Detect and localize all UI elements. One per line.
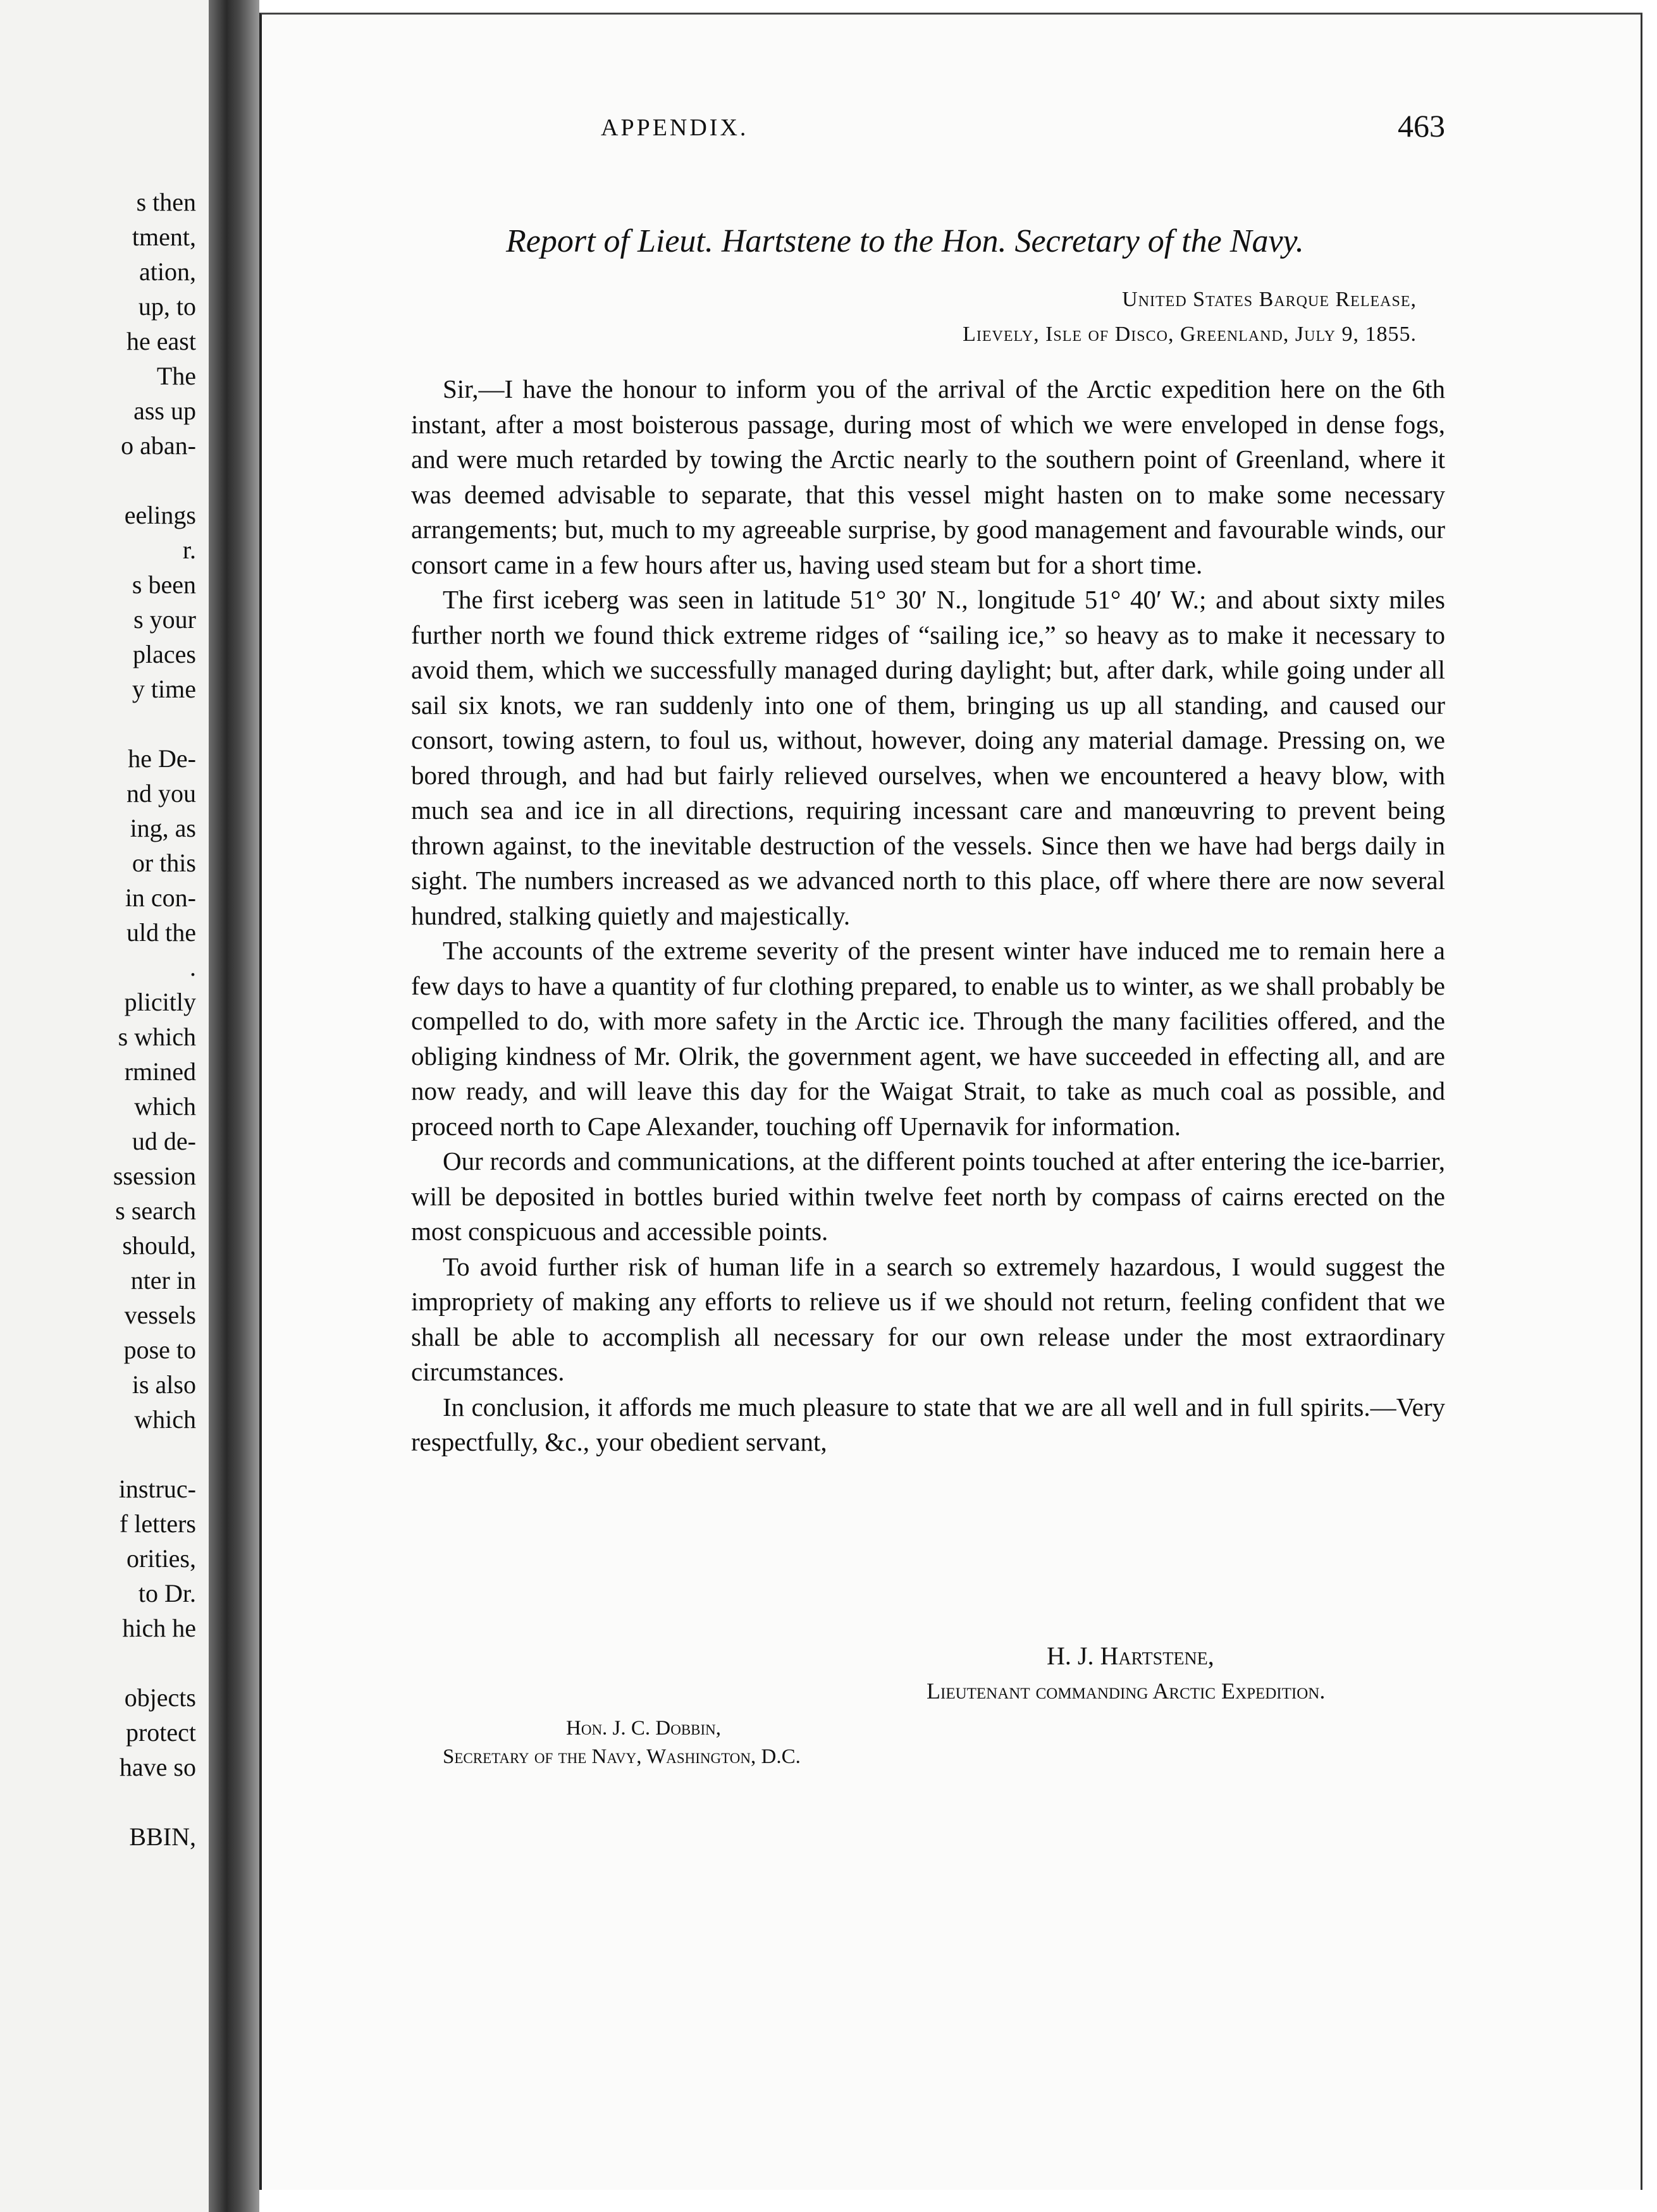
dateline-place-date: Lievely, Isle of Disco, Greenland, July 9, 1855. [963,323,1417,346]
left-page-fragment: to Dr. [138,1579,196,1607]
left-page-fragment: f letters [119,1509,196,1538]
left-page-fragment: rmined [124,1057,196,1086]
dateline-vessel: United States Barque Release, [1122,288,1417,311]
paragraph: Our records and communications, at the different points touched at after entering the ice-barrier, will be deposited in bottles buried within twelve feet north by compass of cairns erected on the most conspicuous and accessible points. [411,1146,1445,1246]
left-page-fragment: BBIN, [129,1822,196,1851]
left-page-fragment: orities, [126,1544,196,1573]
left-page-fragment: which [134,1092,196,1121]
left-page-fragment: which [134,1405,196,1434]
paragraph: Sir,—I have the honour to inform you of the arrival of the Arctic expedition here on the 6th instant, after a most boisterous passage, during most of which we were enveloped in dense fogs, and were much retarded by towing the Arctic nearly to the southern point of Greenland, where it was deemed advisable to separate, that this vessel might hasten on to make some necessary arrangements; but, much to my agreeable surprise, by good management and favourable winds, our consort came in a few hours after us, having used steam but for a short time. [411,374,1445,579]
left-page-fragment: nd you [126,779,196,808]
left-page-fragment: s which [118,1023,196,1051]
signature-name: H. J. Hartstene, [1047,1642,1214,1670]
addressee-name: Hon. J. C. Dobbin, [566,1717,722,1740]
left-page-fragment: tment, [132,223,196,251]
left-page-fragment: uld the [126,918,196,947]
left-page-fragment: ing, as [130,814,196,842]
left-page-fragment: y time [132,675,196,703]
addressee-title: Secretary of the Navy, Washington, D.C. [443,1745,801,1768]
left-page-fragment: vessels [124,1301,196,1329]
left-page-fragment: he east [126,327,196,355]
running-head: APPENDIX. [601,114,749,141]
paragraph: The accounts of the extreme severity of the present winter have induced me to remain here a few days to have a quantity of fur clothing prepared, to enable us to winter, as we shall probably be compelled to do, with more safety in the Arctic ice. Through the many facilities offered, and the obliging kindness of Mr. Olrik, the government agent, we have succeeded in effecting all, and are now ready, and will leave this day for the Waigat Strait, to take as much coal as possible, and proceed north to Cape Alexander, touching off Upernavik for information. [411,936,1445,1141]
left-page-fragment: have so [119,1753,196,1781]
left-page-fragment: nter in [130,1266,196,1294]
left-page-fragment: should, [122,1231,196,1260]
paragraph: In conclusion, it affords me much pleasure to state that we are all well and in full spirits.—Very respectfully, &c., your obedient servant, [411,1392,1445,1456]
left-page-fragment: plicitly [124,988,196,1016]
left-page-fragment: ass up [133,396,196,425]
letter-body [411,372,1445,1460]
left-page-fragment: s then [136,188,196,216]
left-page-fragment: s search [115,1196,196,1225]
book-gutter [209,0,259,2212]
paragraph: The first iceberg was seen in latitude 51° 30′ N., longitude 51° 40′ W.; and about sixty miles further north we found thick extreme ridges of “sailing ice,” so heavy as to make it necessary to avoid them, which we successfully managed during daylight; but, after dark, while going under all sail six knots, we ran suddenly into one of them, bringing us up all standing, and caused our consort, towing astern, to foul us, without, however, doing any material damage. Pressing on, we bored through, and had but fairly relieved ourselves, when we encountered a heavy blow, with much sea and ice in all directions, requiring incessant care and manœuvring to prevent being thrown against, to the inevitable destruction of the vessels. Since then we have had bergs daily in sight. The numbers increased as we advanced north to this place, off where there are now several hundred, stalking quietly and majestically. [411,585,1445,930]
left-page-fragment: in con- [125,883,196,912]
report-title: Report of Lieut. Hartstene to the Hon. Secretary of the Navy. [506,223,1304,259]
left-page-fragment: is also [132,1370,196,1399]
left-page-fragment: s your [133,605,196,634]
left-page-fragment: hich he [122,1614,196,1642]
left-page-fragment: ud de- [132,1127,196,1155]
left-page-fragment: . [190,953,196,981]
left-page-fragment: ssession [113,1162,196,1190]
left-page-fragment: The [156,362,196,390]
left-page-fragment: s been [132,570,196,599]
left-page-fragment: pose to [123,1336,196,1364]
left-page-fragment: protect [125,1718,196,1747]
left-page-fragment: or this [132,849,196,877]
left-page-fragment: ation, [139,257,196,286]
left-page-fragment: r. [182,536,196,564]
left-page-fragment: eelings [124,501,196,529]
left-page-fragment: places [133,640,196,668]
signature-title: Lieutenant commanding Arctic Expedition. [927,1678,1326,1704]
left-facing-page [0,0,211,2212]
left-page-fragment: instruc- [118,1475,196,1503]
left-page-fragment: up, to [138,292,196,321]
left-page-fragment: he De- [128,744,196,773]
page-number: 463 [1398,108,1445,144]
paragraph: To avoid further risk of human life in a search so extremely hazardous, I would suggest the impropriety of making any efforts to relieve us if we should not return, feeling confident that we shall be able to accomplish all necessary for our own release under the most extraordinary circumstances. [411,1251,1445,1386]
left-page-fragment: o aban- [121,431,196,460]
left-page-fragment: objects [124,1683,196,1712]
